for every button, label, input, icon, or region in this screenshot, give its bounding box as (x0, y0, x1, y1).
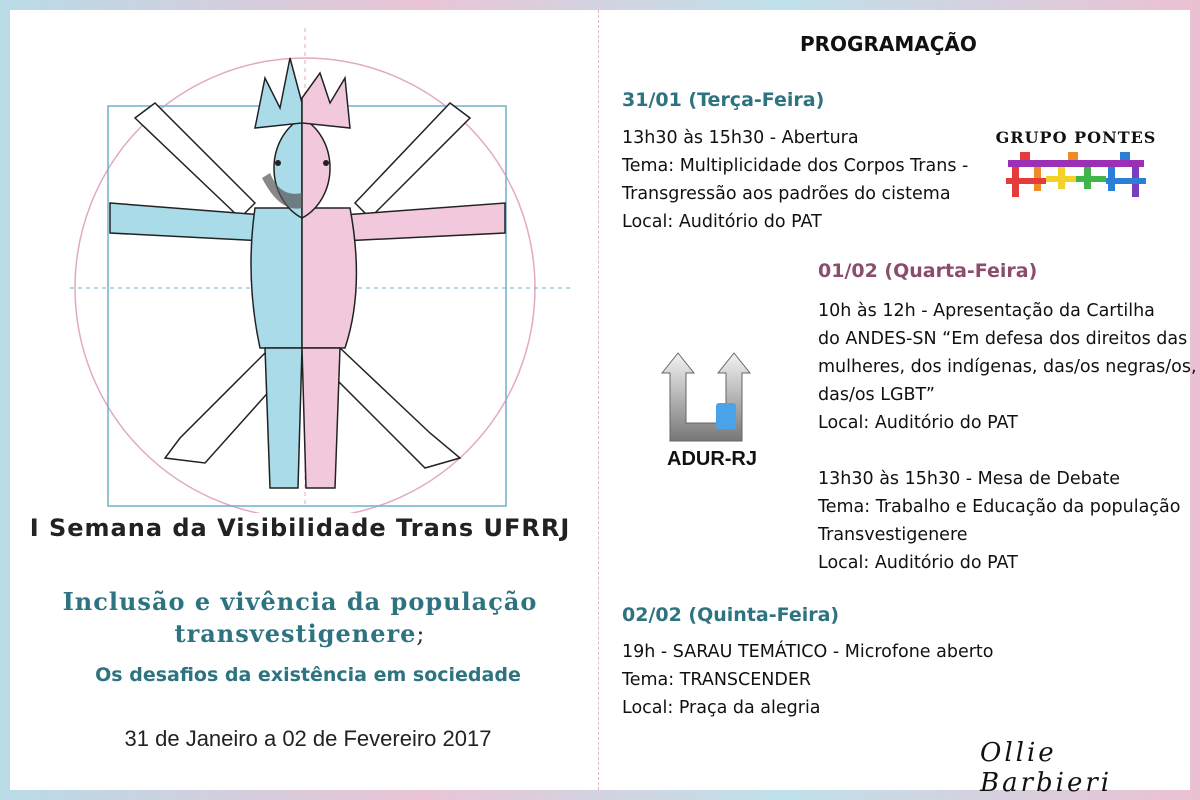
day-1-details (622, 124, 968, 236)
day-2-heading: 01/02 (Quarta-Feira) (818, 260, 1038, 282)
day-3-line: Local: Praça da alegria (622, 698, 821, 718)
day-1-line: 13h30 às 15h30 - Abertura (622, 128, 859, 148)
day-2-line: mulheres, dos indígenas, das/os negras/os, (818, 357, 1197, 377)
grupo-pontes-text: GRUPO PONTES (995, 128, 1157, 147)
subtitle-semicolon: ; (416, 620, 426, 648)
adur-rj-logo (650, 345, 774, 475)
day-3-line: Tema: TRANSCENDER (622, 670, 812, 690)
rainbow-bridge-icon (1006, 150, 1146, 202)
event-tagline: Os desafios da existência em sociedade (95, 664, 521, 686)
day-2-line: Transvestigenere (818, 525, 968, 545)
event-dates: 31 de Janeiro a 02 de Fevereiro 2017 (124, 726, 492, 751)
day-1-line: Tema: Multiplicidade dos Corpos Trans - (622, 156, 969, 176)
day-2-line: Local: Auditório do PAT (818, 553, 1018, 573)
day-2-line: 13h30 às 15h30 - Mesa de Debate (818, 469, 1121, 489)
day-2-details-2 (818, 465, 1180, 577)
day-2-line: das/os LGBT” (818, 385, 935, 405)
adur-arrow-icon (650, 345, 774, 445)
program-heading: PROGRAMAÇÃO (800, 32, 977, 56)
day-2-line: do ANDES-SN “Em defesa dos direitos das (818, 329, 1188, 349)
day-2-line: 10h às 12h - Apresentação da Cartilha (818, 301, 1155, 321)
adur-rj-text: ADUR-RJ (667, 448, 757, 470)
day-3-details (622, 638, 994, 722)
day-2-line: Local: Auditório do PAT (818, 413, 1018, 433)
subtitle-line-2-text: transvestigenere (174, 619, 417, 648)
day-3-line: 19h - SARAU TEMÁTICO - Microfone aberto (622, 642, 994, 662)
day-2-line: Tema: Trabalho e Educação da população (818, 497, 1181, 517)
subtitle-line-1: Inclusão e vivência da população (62, 587, 538, 616)
event-title: I Semana da Visibilidade Trans UFRRJ (29, 514, 571, 542)
subtitle-line-2 (0, 618, 600, 650)
day-1-line: Local: Auditório do PAT (622, 212, 822, 232)
artist-signature: Ollie Barbieri (980, 738, 1113, 798)
day-3-heading: 02/02 (Quinta-Feira) (622, 604, 840, 626)
grupo-pontes-logo (988, 124, 1164, 204)
day-1-heading: 31/01 (Terça-Feira) (622, 89, 825, 111)
event-subtitle (0, 586, 600, 650)
day-2-details-1 (818, 297, 1197, 437)
day-1-line: Transgressão aos padrões do cistema (622, 184, 951, 204)
vitruvian-illustration (40, 18, 600, 513)
